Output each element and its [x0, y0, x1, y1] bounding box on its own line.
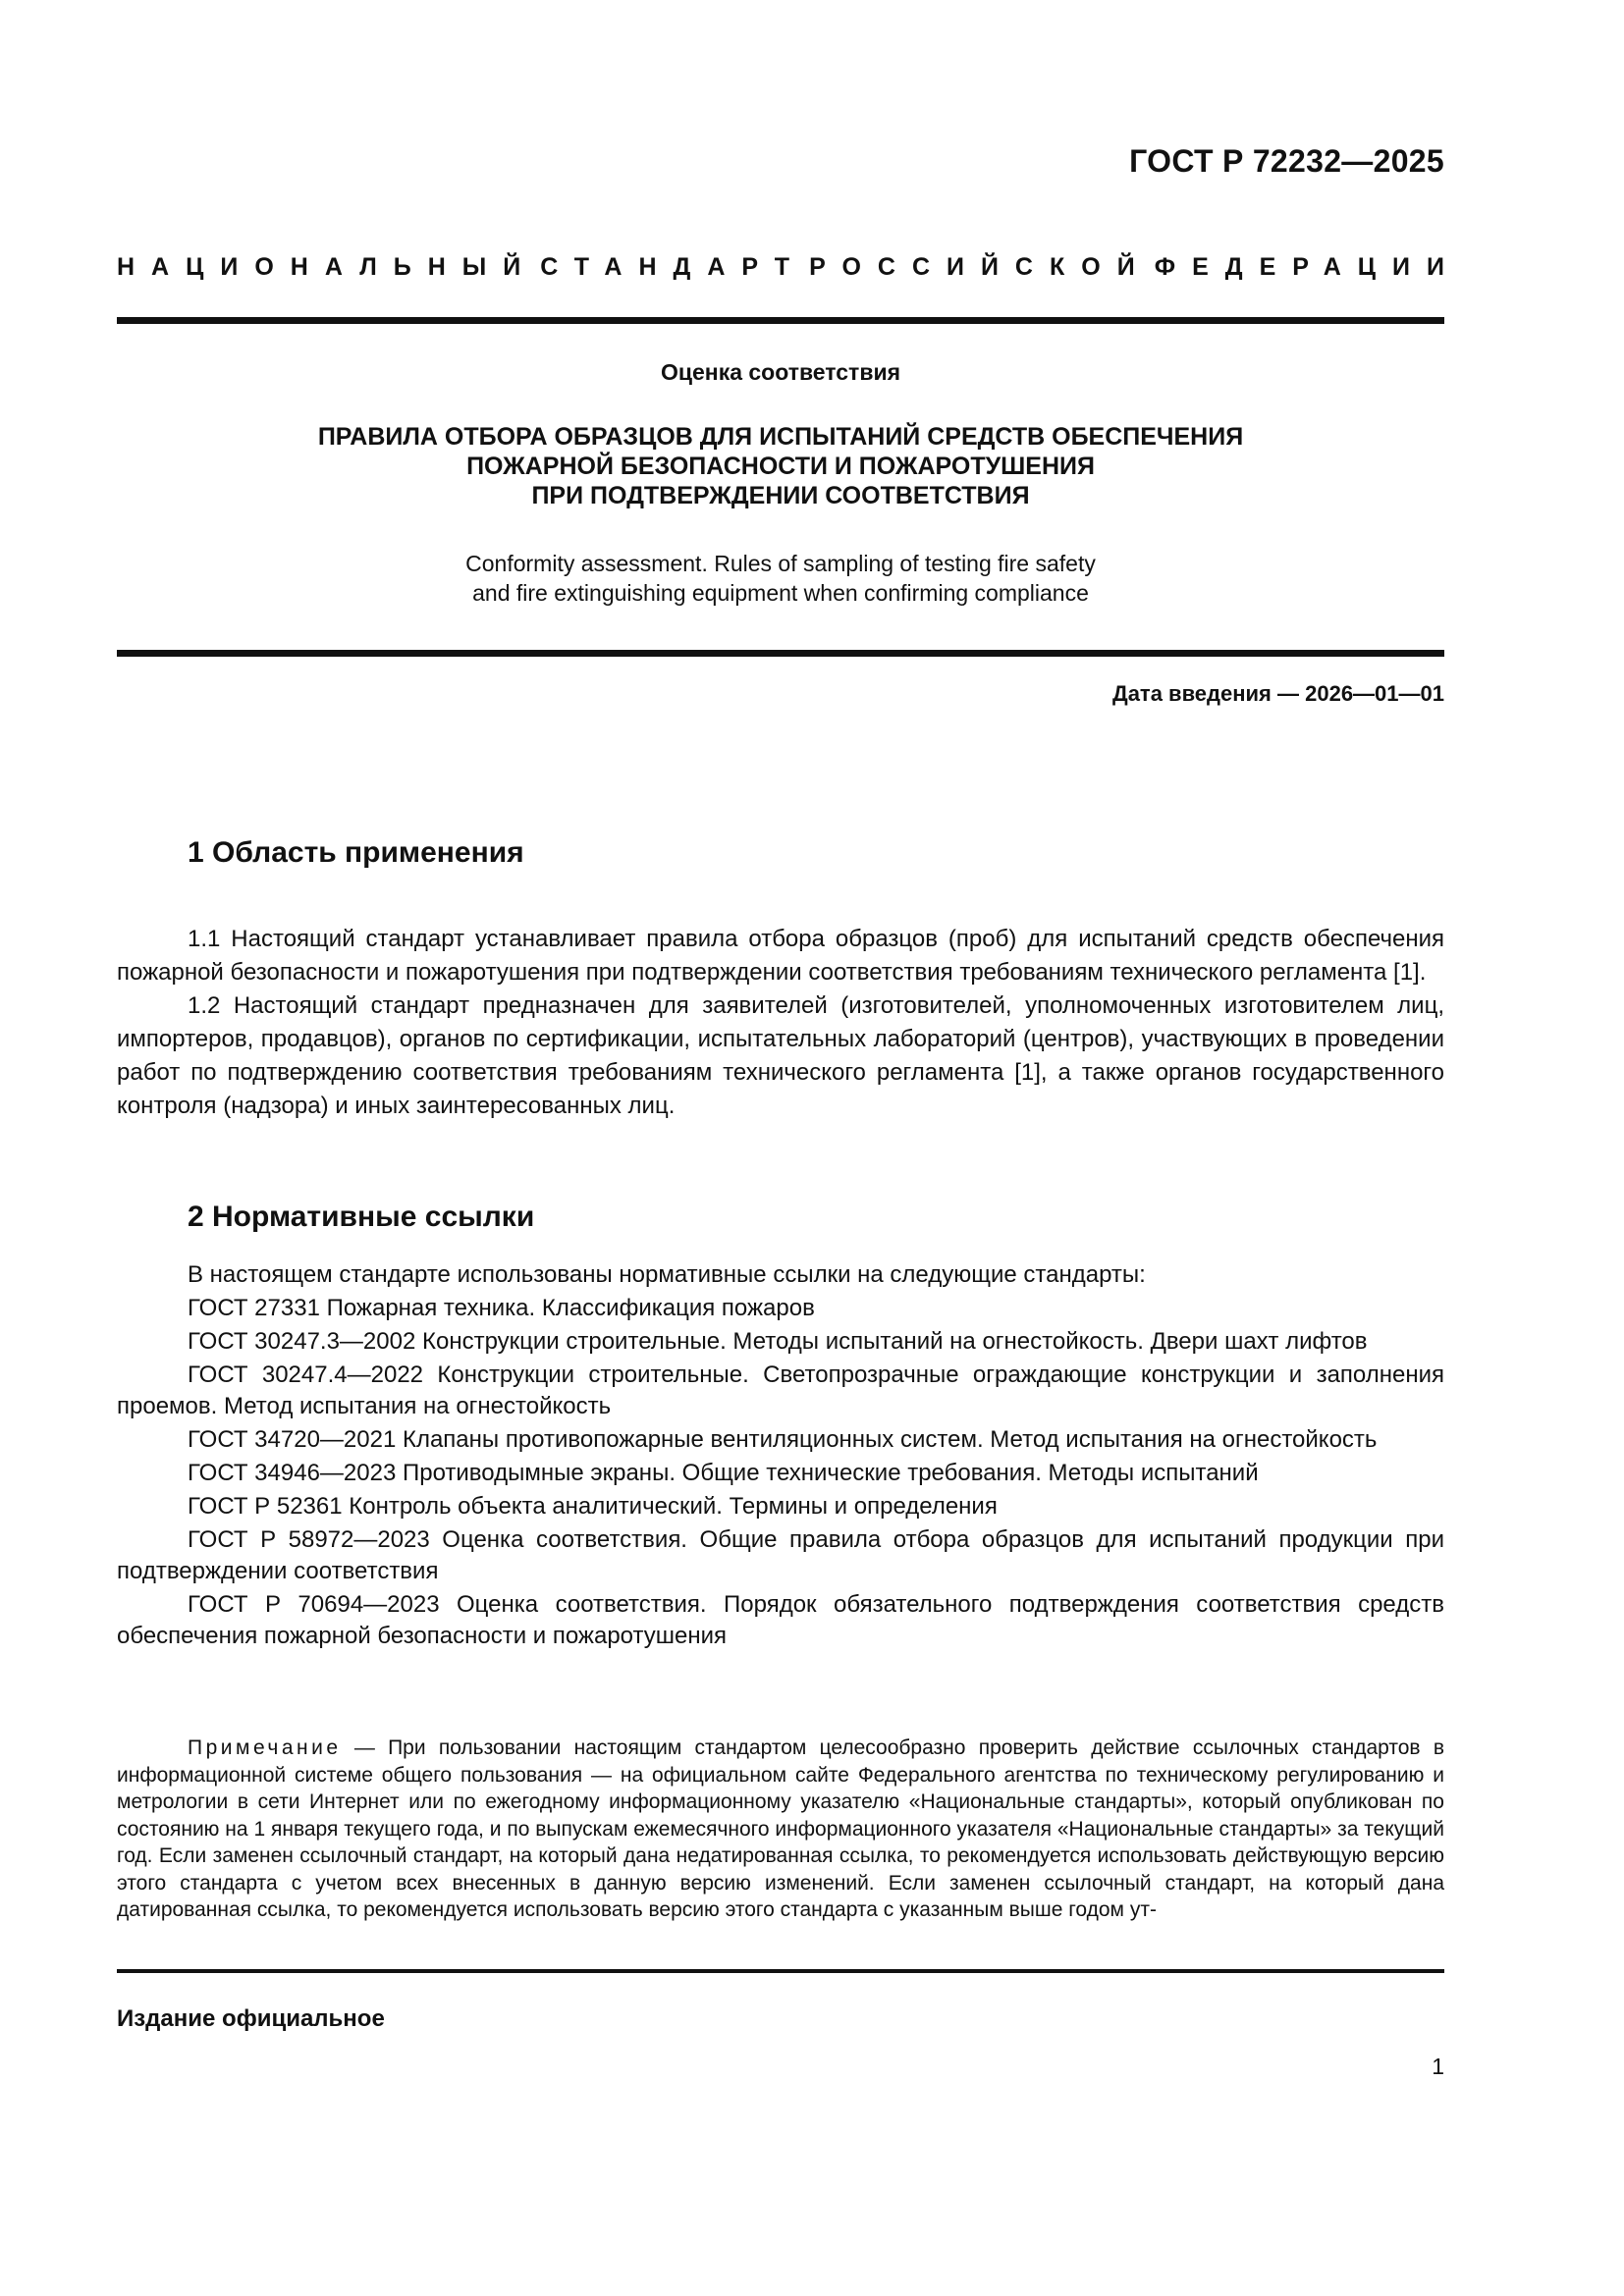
note-label: Примечание [188, 1736, 342, 1759]
paragraph-1-2: 1.2 Настоящий стандарт предназначен для заявителей (изготовителей, уполномоченных изготовителем лиц, импортеров, продавцов), органов по сертификации, испытательных лабораторий (центров), участвующих в проведении работ по подтверждению соответствия требованиям технического регламента [1], а также органов государственного контроля (надзора) и иных заинтересованных лиц. [117, 992, 1444, 1119]
title-en-line: and fire extinguishing equipment when confirming compliance [472, 580, 1089, 606]
reference-item: ГОСТ Р 52361 Контроль объекта аналитический. Термины и определения [188, 1493, 998, 1520]
standard-title-en [117, 549, 1444, 608]
national-word: ФЕДЕРАЦИИ [1154, 253, 1461, 281]
paragraph-1-1: 1.1 Настоящий стандарт устанавливает правила отбора образцов (проб) для испытаний средств обеспечения пожарной безопасности и пожаротушения при подтверждении соответствия требованиям технического регламента [1]. [117, 926, 1444, 986]
introduction-date: Дата введения — 2026—01—01 [1112, 681, 1444, 706]
national-word: НАЦИОНАЛЬНЫЙ [117, 253, 538, 281]
references-intro: В настоящем стандарте использованы нормативные ссылки на следующие стандарты: [188, 1261, 1146, 1288]
standard-title-ru [117, 422, 1444, 510]
section-1-body [117, 923, 1444, 1123]
normative-references [117, 1259, 1444, 1654]
national-word: СТАНДАРТ [540, 253, 807, 281]
title-ru-line: ПРИ ПОДТВЕРЖДЕНИИ СООТВЕТСТВИЯ [531, 482, 1030, 509]
official-edition-label: Издание официальное [117, 2005, 385, 2032]
footer-rule [117, 1969, 1444, 1973]
national-standard-heading [117, 253, 1461, 282]
reference-item: ГОСТ 34946—2023 Противодымные экраны. Общие технические требования. Методы испытаний [188, 1460, 1259, 1486]
reference-item: ГОСТ 30247.4—2022 Конструкции строительные. Светопрозрачные ограждающие конструкции и заполнения проемов. Метод испытания на огнестойкость [117, 1362, 1444, 1419]
top-rule [117, 317, 1444, 324]
reference-item: ГОСТ Р 58972—2023 Оценка соответствия. Общие правила отбора образцов для испытаний продукции при подтверждении соответствия [117, 1526, 1444, 1584]
page-number: 1 [1432, 2054, 1444, 2079]
section-1-heading: 1 Область применения [188, 836, 524, 869]
reference-item: ГОСТ 30247.3—2002 Конструкции строительные. Методы испытаний на огнестойкость. Двери шахт лифтов [188, 1328, 1368, 1355]
reference-item: ГОСТ 27331 Пожарная техника. Классификация пожаров [188, 1295, 815, 1321]
section-2-heading: 2 Нормативные ссылки [188, 1201, 535, 1233]
reference-item: ГОСТ Р 70694—2023 Оценка соответствия. Порядок обязательного подтверждения соответствия средств обеспечения пожарной безопасности и пожаротушения [117, 1591, 1444, 1649]
standard-designation: ГОСТ Р 72232—2025 [1129, 143, 1444, 179]
title-ru-line: ПОЖАРНОЙ БЕЗОПАСНОСТИ И ПОЖАРОТУШЕНИЯ [466, 453, 1095, 480]
title-en-line: Conformity assessment. Rules of sampling of testing fire safety [465, 551, 1096, 576]
reference-item: ГОСТ 34720—2021 Клапаны противопожарные вентиляционных систем. Метод испытания на огнестойкость [188, 1426, 1378, 1453]
references-note [117, 1735, 1444, 1924]
note-text: — При пользовании настоящим стандартом целесообразно проверить действие ссылочных стандартов в информационной системе общего пользования — на официальном сайте Федерального агентства по техническому регулированию и метрологии в сети Интернет или по ежегодному информационному указателю «Национальные стандарты», который опубликован по состоянию на 1 января текущего года, и по выпускам ежемесячного информационного указателя «Национальные стандарты» за текущий год. Если заменен ссылочный стандарт, на который дана недатированная ссылка, то рекомендуется использовать действующую версию этого стандарта с учетом всех внесенных в данную версию изменений. Если заменен ссылочный стандарт, на который дана датированная ссылка, то рекомендуется использовать версию этого стандарта с указанным выше годом ут- [117, 1736, 1444, 1921]
title-ru-line: ПРАВИЛА ОТБОРА ОБРАЗЦОВ ДЛЯ ИСПЫТАНИЙ СРЕДСТВ ОБЕСПЕЧЕНИЯ [317, 423, 1244, 451]
national-word: РОССИЙСКОЙ [809, 253, 1152, 281]
standard-subject: Оценка соответствия [660, 359, 901, 385]
title-rule [117, 650, 1444, 657]
